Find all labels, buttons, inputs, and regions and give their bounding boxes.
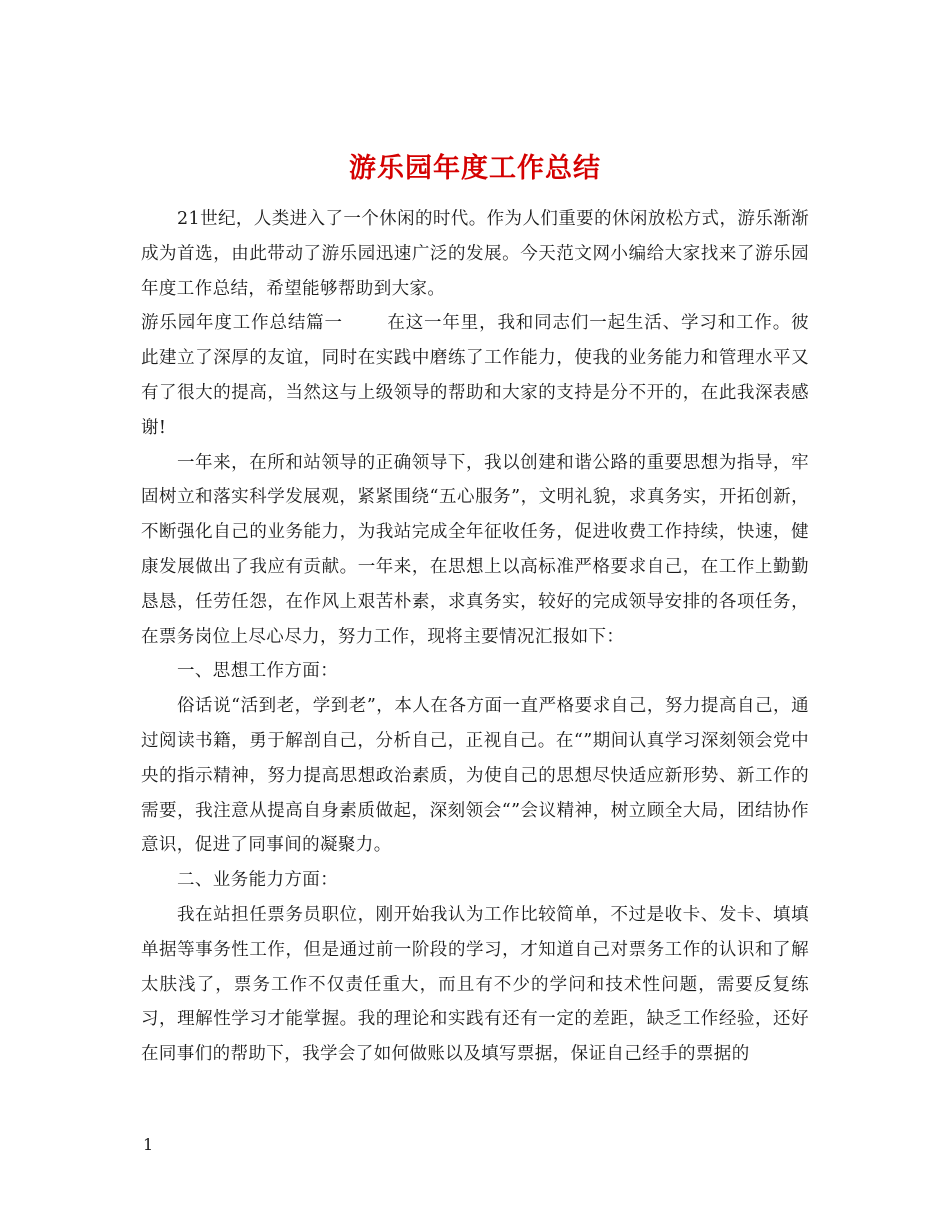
article-one-paragraph bbox=[141, 306, 809, 445]
section-two-heading: 二、业务能力方面： bbox=[177, 870, 339, 891]
article-one-text: 在这一年里，我和同志们一起生活、学习和工作。彼此建立了深厚的友谊，同时在实践中磨练了工作能力，使我的业务能力和管理水平又有了很大的提高，当然这与上级领导的帮助和大家的支持是分不开的，在此我深表感谢! bbox=[141, 313, 810, 438]
page-number: 1 bbox=[143, 1135, 154, 1154]
section-one-paragraph: 俗话说“活到老，学到老”，本人在各方面一直严格要求自己，努力提高自己，通过阅读书籍，勇于解剖自己，分析自己，正视自己。在“”期间认真学习深刻领会党中央的指示精神，努力提高思想政治素质，为使自己的思想尽快适应新形势、新工作的需要，我注意从提高自身素质做起，深刻领会“”会议精神，树立顾全大局，团结协作意识，促进了同事间的凝聚力。 bbox=[141, 696, 809, 856]
document-title: 游乐园年度工作总结 bbox=[349, 153, 601, 185]
year-summary-paragraph: 一年来，在所和站领导的正确领导下，我以创建和谐公路的重要思想为指导，牢固树立和落实科学发展观，紧紧围绕“五心服务”，文明礼貌，求真务实，开拓创新，不断强化自己的业务能力，为我站完成全年征收任务，促进收费工作持续，快速，健康发展做出了我应有贡献。一年来，在思想上以高标准严格要求自己，在工作上勤勤恳恳，任劳任怨，在作风上艰苦朴素，求真务实，较好的完成领导安排的各项任务，在票务岗位上尽心尽力，努力工作，现将主要情况汇报如下： bbox=[141, 452, 809, 647]
section-two-paragraph: 我在站担任票务员职位，刚开始我认为工作比较简单，不过是收卡、发卡、填填单据等事务性工作，但是通过前一阶段的学习，才知道自己对票务工作的认识和了解太肤浅了，票务工作不仅责任重大，而且有不少的学问和技术性问题，需要反复练习，理解性学习才能掌握。我的理论和实践有还有一定的差距，缺乏工作经验，还好在同事们的帮助下，我学会了如何做账以及填写票据，保证自己经手的票据的 bbox=[141, 904, 809, 1065]
article-heading: 游乐园年度工作总结篇一 bbox=[141, 313, 343, 334]
section-one-heading: 一、思想工作方面： bbox=[177, 661, 339, 682]
document-body bbox=[141, 202, 809, 1072]
intro-paragraph: 21世纪，人类进入了一个休闲的时代。作为人们重要的休闲放松方式，游乐渐渐成为首选，由此带动了游乐园迅速广泛的发展。今天范文网小编给大家找来了游乐园年度工作总结，希望能够帮助到大家。 bbox=[141, 209, 809, 299]
